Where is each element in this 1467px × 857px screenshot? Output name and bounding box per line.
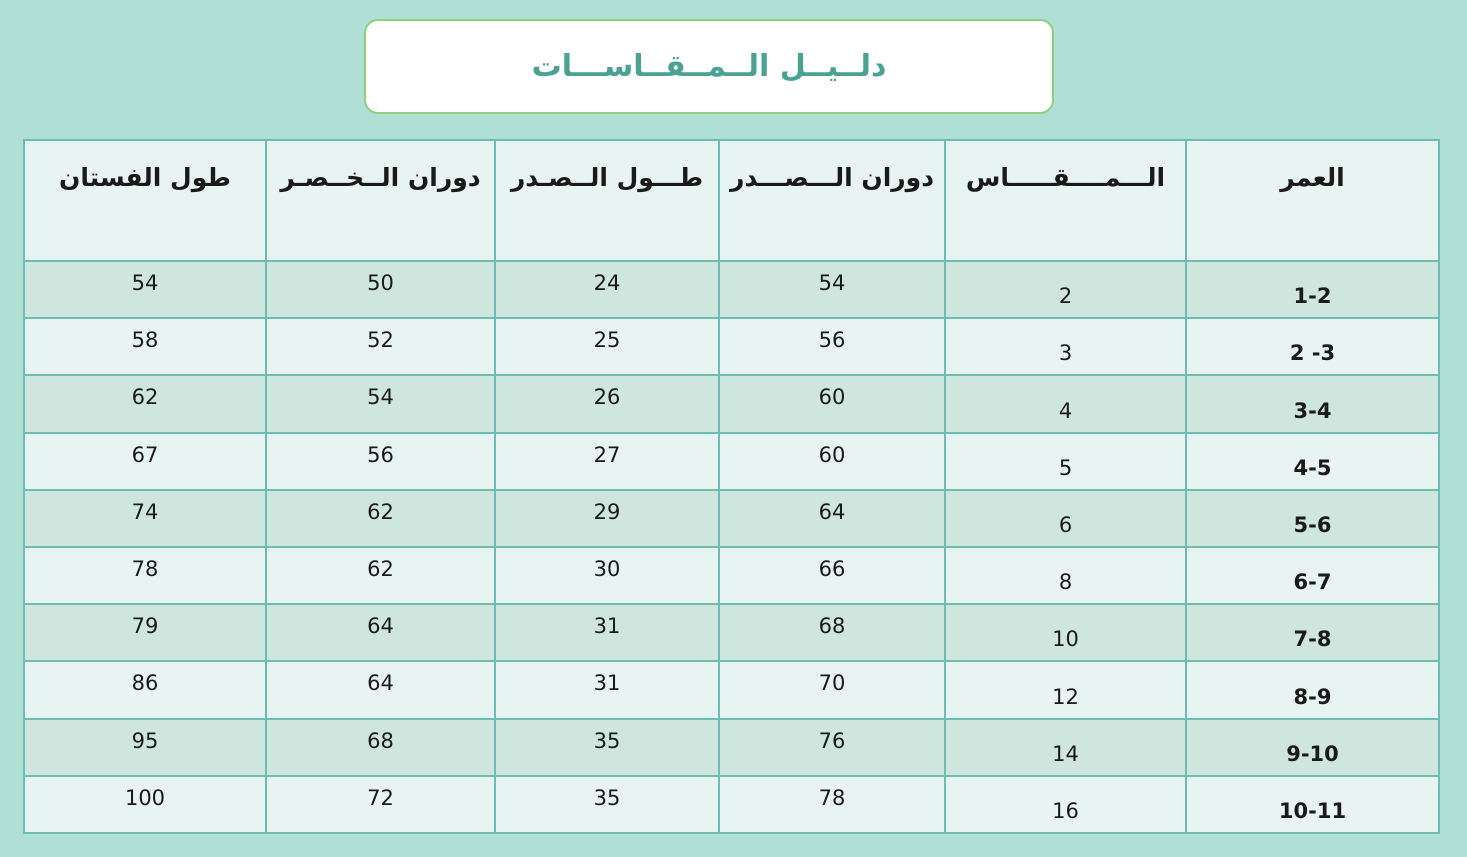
chest-circumference-cell: 54: [719, 261, 945, 318]
size-guide-table: [23, 139, 1440, 834]
chest-length-cell: 24: [495, 261, 719, 318]
chest-length-cell: 31: [495, 661, 719, 718]
dress-length-cell: 86: [24, 661, 266, 718]
waist-circumference-cell: 56: [266, 433, 495, 490]
dress-length-cell: 78: [24, 547, 266, 604]
dress-length-cell: 54: [24, 261, 266, 318]
table-row: [24, 433, 1439, 490]
table-header-row: [24, 140, 1439, 261]
table-row: [24, 719, 1439, 776]
table-row: [24, 547, 1439, 604]
chest-length-cell: 25: [495, 318, 719, 375]
age-cell: 4-5: [1186, 433, 1439, 490]
dress-length-cell: 100: [24, 776, 266, 833]
dress-length-cell: 67: [24, 433, 266, 490]
waist-circumference-cell: 64: [266, 604, 495, 661]
header-chest-circumference: دوران الـــصـــدر: [719, 140, 945, 261]
size-cell: 12: [945, 661, 1186, 718]
chest-circumference-cell: 70: [719, 661, 945, 718]
age-cell: 6-7: [1186, 547, 1439, 604]
chest-circumference-cell: 78: [719, 776, 945, 833]
waist-circumference-cell: 54: [266, 375, 495, 432]
chest-length-cell: 30: [495, 547, 719, 604]
table-row: [24, 490, 1439, 547]
size-cell: 3: [945, 318, 1186, 375]
table-row: [24, 661, 1439, 718]
age-cell: 3-4: [1186, 375, 1439, 432]
size-cell: 4: [945, 375, 1186, 432]
chest-circumference-cell: 60: [719, 433, 945, 490]
age-cell: 9-10: [1186, 719, 1439, 776]
table-row: [24, 375, 1439, 432]
chest-length-cell: 27: [495, 433, 719, 490]
table-row: [24, 776, 1439, 833]
chest-circumference-cell: 68: [719, 604, 945, 661]
dress-length-cell: 62: [24, 375, 266, 432]
header-age: العمر: [1186, 140, 1439, 261]
age-cell: 2 -3: [1186, 318, 1439, 375]
chest-length-cell: 31: [495, 604, 719, 661]
size-cell: 10: [945, 604, 1186, 661]
size-cell: 8: [945, 547, 1186, 604]
table-row: [24, 261, 1439, 318]
waist-circumference-cell: 50: [266, 261, 495, 318]
chest-circumference-cell: 56: [719, 318, 945, 375]
size-cell: 6: [945, 490, 1186, 547]
size-cell: 5: [945, 433, 1186, 490]
waist-circumference-cell: 68: [266, 719, 495, 776]
waist-circumference-cell: 52: [266, 318, 495, 375]
table-body: [24, 261, 1439, 833]
table-row: [24, 604, 1439, 661]
header-size: الـــمــــقـــــاس: [945, 140, 1186, 261]
size-cell: 16: [945, 776, 1186, 833]
title-box: [364, 19, 1054, 114]
chest-circumference-cell: 64: [719, 490, 945, 547]
page-title: دلــيــل الــمــقــاســـات: [531, 49, 887, 84]
chest-circumference-cell: 66: [719, 547, 945, 604]
waist-circumference-cell: 64: [266, 661, 495, 718]
table-row: [24, 318, 1439, 375]
size-cell: 14: [945, 719, 1186, 776]
age-cell: 8-9: [1186, 661, 1439, 718]
waist-circumference-cell: 62: [266, 490, 495, 547]
age-cell: 10-11: [1186, 776, 1439, 833]
dress-length-cell: 79: [24, 604, 266, 661]
chest-length-cell: 26: [495, 375, 719, 432]
age-cell: 5-6: [1186, 490, 1439, 547]
age-cell: 1-2: [1186, 261, 1439, 318]
age-cell: 7-8: [1186, 604, 1439, 661]
header-chest-length: طـــول الــصـدر: [495, 140, 719, 261]
header-dress-length: طول الفستان: [24, 140, 266, 261]
dress-length-cell: 74: [24, 490, 266, 547]
size-cell: 2: [945, 261, 1186, 318]
chest-length-cell: 29: [495, 490, 719, 547]
chest-length-cell: 35: [495, 719, 719, 776]
dress-length-cell: 95: [24, 719, 266, 776]
chest-circumference-cell: 76: [719, 719, 945, 776]
waist-circumference-cell: 72: [266, 776, 495, 833]
waist-circumference-cell: 62: [266, 547, 495, 604]
chest-circumference-cell: 60: [719, 375, 945, 432]
header-waist-circumference: دوران الــخــصـر: [266, 140, 495, 261]
dress-length-cell: 58: [24, 318, 266, 375]
chest-length-cell: 35: [495, 776, 719, 833]
